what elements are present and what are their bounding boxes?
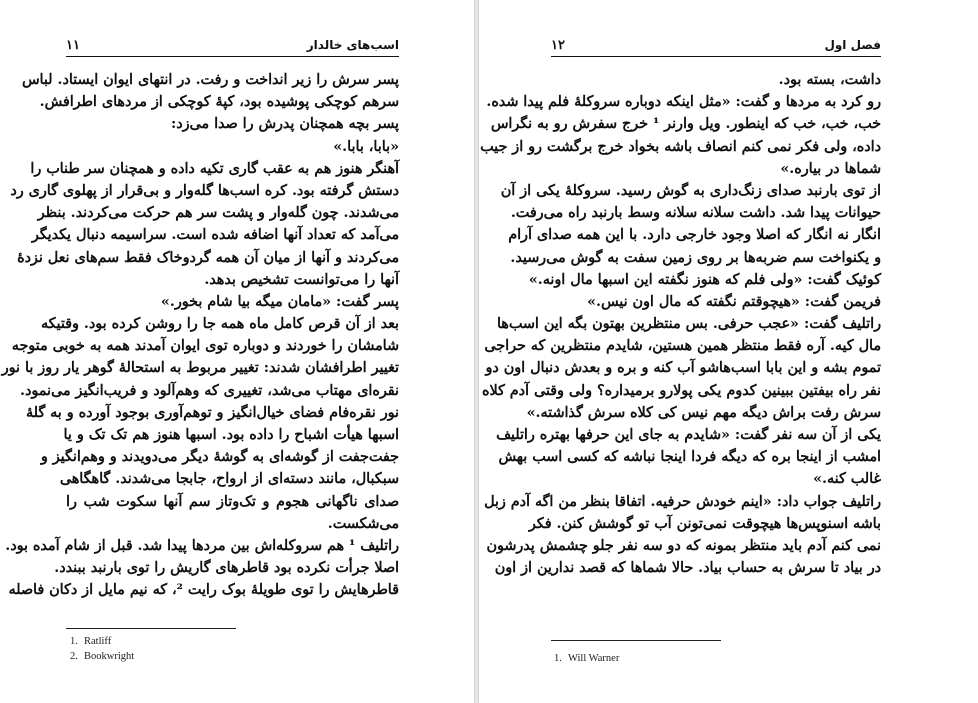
text-line: پسر گفت: «مامان میگه بیا شام بخور.»	[160, 293, 399, 310]
left-page	[0, 0, 474, 703]
left-page-text	[1, 69, 399, 602]
text-line: می‌شکست.	[327, 515, 399, 532]
left-running-title: اسب‌های خالدار	[306, 38, 399, 52]
text-line: آهنگر هنوز هم به عقب گاری تکیه داده و همچنان سر طناب را	[30, 160, 399, 177]
text-line: باشه اسنوپس‌ها هیچوقت نمی‌تونن آب تو گوشش کنن. فکر	[528, 515, 881, 532]
text-line: راتلیف گفت: «عجب حرفی. بس منتظرین بهتون بگه این اسب‌ها	[496, 316, 881, 333]
text-line: پسر بچه همچنان پدرش را صدا می‌زد:	[170, 116, 399, 133]
text-line: فریمن گفت: «هیچوقتم نگفته که مال اون نیس.»	[587, 293, 881, 310]
footnote-text: Ratliff	[84, 636, 112, 647]
text-line: داشت، بسته بود.	[778, 72, 881, 88]
text-line: سبکبال، مانند دسته‌ای از ارواح، جابجا می‌شدند. گاهگاهی	[59, 471, 399, 488]
text-line: جفت‌جفت از گوشه‌ای به گوشهٔ دیگر می‌دویدند و وهم‌انگیز و	[40, 449, 399, 466]
text-line: حیوانات پیدا شد. داشت سلانه سلانه وسط بارنبد راه می‌رفت.	[510, 205, 881, 222]
text-line: بعد از آن قرص کامل ماه همه جا را روشن کرده بود. وقتیکه	[40, 316, 399, 333]
right-page	[479, 0, 978, 703]
left-footnotes	[70, 634, 134, 664]
text-line: آنها را می‌توانست تشخیص بدهد.	[204, 271, 399, 288]
text-line: تغییر اطرافشان شدند: تغییر مربوط به استحالهٔ گوهر یار روز با نور	[1, 360, 399, 377]
text-line: مال کیه. آره فقط منتظر همین هستین، شایدم منتظرین که حراجی	[484, 338, 881, 355]
right-page-number: ۱۲	[551, 38, 565, 53]
text-line: کوئیک گفت: «ولی فلم که هنوز نگفته این اسبها مال اونه.»	[528, 271, 881, 288]
right-page-header	[551, 36, 881, 57]
footnote	[554, 651, 619, 666]
text-line: در بیاد تا سرش به حساب بیاد. حالا شماها که قصد ندارین از اون	[494, 560, 881, 577]
text-line: می‌آمد که تعداد آنها اضافه شده است. سراسیمه دنبال یکدیگر	[31, 227, 399, 244]
text-line: دستش گرفته بود. کره اسب‌ها گله‌وار و بی‌قرار از پهلوی گاری رد	[10, 182, 399, 199]
text-line: انگار نه انگار که اصلا وجود خارجی دارد. با این همه صدای آرام	[508, 227, 881, 244]
text-line: «بابا، بابا.»	[333, 138, 399, 155]
text-line: اصلا جرأت نکرده بود قاطرهای گاریش را توی بارنبد ببندد.	[54, 560, 399, 577]
footnote-text: Will Warner	[568, 653, 620, 664]
text-line: می‌شدند. چون گله‌وار و پشت سر هم حرکت می‌کردند. بنظر	[37, 205, 399, 222]
text-line: نفر راه بیفتین ببینین کدوم یکی پولارو برمیداره؟ ولی وقتی آدم کلاه	[481, 382, 881, 399]
text-line: داده، ولی فکر نمی کنم انصاف باشه بخواد خرج برگشت رو از جیب	[480, 138, 881, 155]
text-line: خب، خب، خب که اینطور. ویل وارنر ¹ خرج سفرش رو به نگراس	[490, 116, 881, 133]
footnote-number: 2.	[70, 651, 78, 662]
right-footnotes	[554, 651, 619, 666]
left-page-header	[66, 36, 399, 57]
text-line: صدای ناگهانی هجوم و تک‌وتاز سم آنها سکوت شب را	[66, 493, 399, 510]
left-footnote-rule	[66, 628, 236, 629]
text-line: شماها در بیاره.»	[780, 160, 881, 177]
text-line: راتلیف ¹ هم سروکله‌اش بین مردها پیدا شد. قبل از شام آمده بود.	[5, 537, 399, 554]
text-line: از توی بارنبد صدای زنگ‌داری به گوش رسید. سروکلهٔ یکی از آن	[500, 182, 881, 199]
text-line: امشب از اینجا بره که دیگه فردا اینجا نباشه که کسی اسب بهش	[498, 449, 881, 466]
footnote-number: 1.	[554, 653, 562, 664]
text-line: شامشان را خوردند و دوباره توی ایوان آمدند همه به خوبی متوجه	[11, 338, 399, 355]
footnote	[70, 649, 134, 664]
text-line: راتلیف جواب داد: «اینم خودش حرفیه. اتفاقا بنظر من اگه آدم زبل	[484, 493, 881, 510]
text-line: نور نقره‌فام فضای خیال‌انگیز و توهم‌آوری بوجود آورده و به گلهٔ	[25, 404, 399, 421]
right-running-title: فصل اول	[824, 38, 881, 52]
text-line: اسبها هیأت اشباح را داده بود. اسبها هنوز هم تک تک و یا	[63, 427, 399, 443]
text-line: سرش رفت براش دیگه مهم نیس کی کلاه سرش گذاشته.»	[526, 404, 881, 421]
text-line: سرهم کوچکی پوشیده بود، کپهٔ کوچکی از مردهای اطرافش.	[39, 94, 399, 111]
right-footnote-rule	[551, 640, 721, 641]
footnote-number: 1.	[70, 636, 78, 647]
text-line: رو کرد به مردها و گفت: «مثل اینکه دوباره سروکلهٔ فلم پیدا شده.	[486, 94, 881, 111]
text-line: قاطرهایش را توی طویلهٔ بوک رایت ²، که نیم مایل از دکان فاصله	[8, 582, 399, 599]
text-line: تموم بشه و این بابا اسب‌هاشو آب کنه و بره و بعدش دنبال اون دو	[485, 360, 881, 377]
text-line: غالب کنه.»	[813, 471, 881, 488]
footnote-text: Bookwright	[84, 651, 135, 662]
text-line: پسر سرش را زیر انداخت و رفت. در انتهای ایوان ایستاد. لباس	[22, 72, 399, 88]
text-line: و یکنواخت سم ضربه‌ها بر روی زمین سفت به گوش می‌رسید.	[510, 249, 881, 266]
text-line: یکی از آن سه نفر گفت: «شایدم به جای این حرفها بهتره راتلیف	[496, 427, 881, 443]
text-line: نقره‌ای مهتاب می‌شد، تغییری که وهم‌آلود و فریب‌انگیز می‌نمود.	[20, 382, 399, 399]
text-line: می‌کردند و آنها از میان آن همه گردوخاک فقط سم‌های نعل نزدهٔ	[17, 249, 399, 266]
left-page-number: ۱۱	[66, 38, 80, 53]
footnote	[70, 634, 134, 649]
text-line: نمی کنم آدم باید منتظر بمونه که دو سه نفر جلو چشمش پدرشون	[486, 537, 881, 554]
right-page-text	[480, 69, 881, 579]
